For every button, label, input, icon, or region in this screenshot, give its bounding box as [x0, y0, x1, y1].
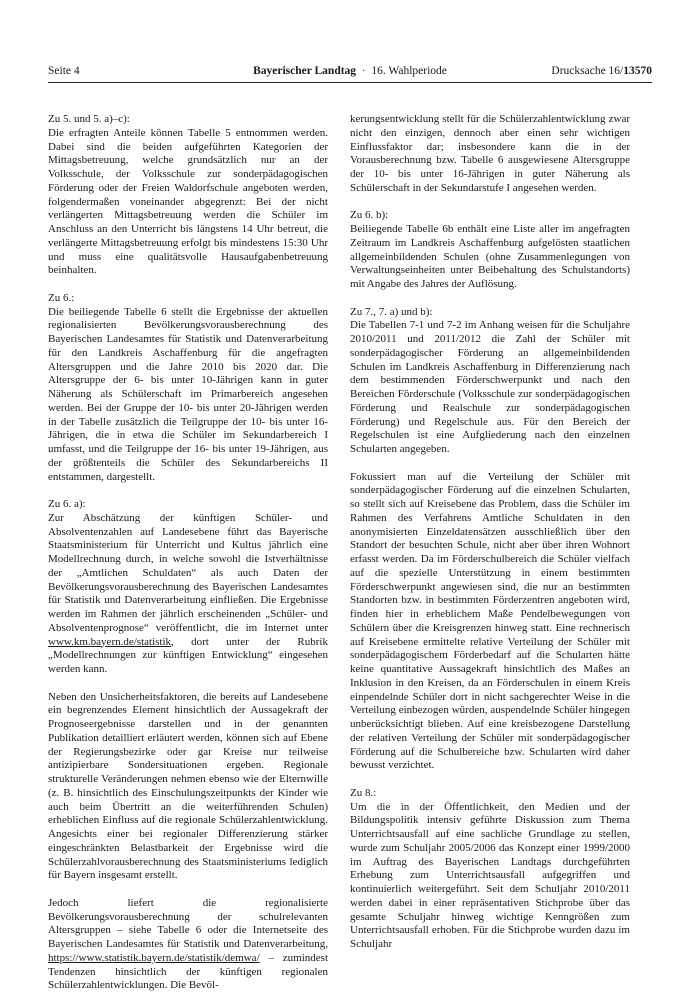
section-8 [350, 787, 630, 952]
section-text: Die beiliegende Tabelle 6 stellt die Ergebnisse der aktuellen regionalisierten Bevölkerungsvorausberechnung des Bayerischen Landesamtes für Statistik und Datenverarbeitung für den Landkreis Aschaffenburg für die angefragten Altersgruppen und die Jahre 2010 bis 2020 dar. Die Altersgruppe der 6- bis unter 10-Jährigen kann in guter Näherung als Schülerschaft im Primarbereich angesehen werden. Bei der Gruppe der 10- bis unter 20-Jährigen werden in der Tabelle zusätzlich die Teilgruppe der 10- bis unter 16-Jährigen, die in etwa die Schüler im Sekundarbereich I umfasst, und die Teilgruppe der 16- bis unter 19-Jährigen, aus der größtenteils die Schüler des Sekundarbereichs II entstammen, dargestellt. [48, 305, 328, 483]
section-heading: Zu 5. und 5. a)–c): [48, 113, 130, 125]
section-text: Die Tabellen 7-1 und 7-2 im Anhang weisen für die Schuljahre 2010/2011 und 2011/2012 die Zahl der Schüler mit sonderpädagogischer Förderung an allgemeinbildenden Schulen im Landkreis Aschaffenburg in Differenzierung nach dem bestimmenden Förderschwerpunkt und nach den Bereichen Förderschule (Volksschule zur sonderpädagogischen Förderung und Realschule zur sonderpädagogischen Förderung) und Regelschule aus. Für den Bereich der Regelschulen ist eine Aufgliederung nach den einzelnen Schularten angegeben. [350, 319, 630, 455]
population-continuation [350, 113, 630, 196]
section-7 [350, 306, 630, 457]
section-heading: Zu 6. b): [350, 209, 389, 222]
section-text: Jedoch liefert die regionalisierte Bevölkerungsvorausberechnung der schulrelevanten Altersgruppen – siehe Tabelle 6 oder die Internetseite des Bayerischen Landesamtes für Statistik und Datenverarbeitung, [48, 896, 328, 950]
section-6a [48, 498, 328, 677]
left-column [48, 113, 328, 1007]
document-number [551, 64, 652, 78]
section-6b [350, 209, 630, 292]
section-text: Die erfragten Anteile können Tabelle 5 entnommen werden. Dabei sind die beiden aufgeführten Kategorien der Mittagsbetreuung, welche grundsätzlich nur an der Volksschule, der Volksschule zur sonderpädagogischen Förderung oder der Freien Waldorfschule angeboten werden, folgendermaßen voneinander abgegrenzt: Bei der nicht verlängerten Mittagsbetreuung werden die Schüler im Anschluss an den Unterricht bis längstens 14 Uhr betreut, die verlängerte Mittagsbetreuung erfolgt bis mindestens 15:30 Uhr und muss eine qualitätsvolle Hausaufgabenbetreuung beinhalten. [48, 126, 328, 277]
section-5 [48, 113, 328, 278]
section-text: , dort unter der Rubrik „Modellrechnungen zur künftigen Entwicklung“ eingesehen werden kann. [48, 635, 328, 675]
parliament-name: Bayerischer Landtag [253, 65, 357, 77]
section-6 [48, 292, 328, 485]
right-column [350, 113, 630, 966]
page-header [48, 64, 652, 80]
inclusion-paragraph [350, 471, 630, 774]
section-text: kerungsentwicklung stellt für die Schülerzahlentwicklung zwar nicht den einzigen, dennoch aber einen sehr wichtigen Einflussfaktor dar; insbesondere kann die in der Vorausberechnung bzw. Tabelle 6 ausgewiesene Altersgruppe der 10- bis unter 16-Jährigen in guter Näherung als Schülerschaft in der Sekundarstufe I angesehen werden. [350, 113, 630, 194]
doc-prefix: Drucksache 16/ [551, 65, 624, 77]
section-text: Fokussiert man auf die Verteilung der Schüler mit sonderpädagogischer Förderung auf die einzelnen Schularten, so stellt sich auf Kreisebene das Problem, dass die Schüler im Rahmen des Verfahrens Amtliche Schuldaten in den anonymisierten Einzeldatensätzen ausschließlich über den Standort der besuchten Schule, nicht aber über ihren Wohnort erfasst werden. Da im Förderschulbereich die Schüler vielfach auf die spezielle Unterstützung in einem bestimmten Förderschwerpunkt angewiesen sind, die nur an bestimmten Standorten bzw. in bestimmten Förderzentren angeboten wird, finden hier in erheblichem Maße Pendelbewegungen von Schülern über die Kreisgrenzen hinweg statt. Eine rechnerisch auf Kreisebene ermittelte relative Verteilung der Schüler mit sonderpädagogischem Förderbedarf auf die Schularten hätte keine quantitative Aussagekraft hinsichtlich des Maßes an Inklusion in den Kreisen, da an Förderschulen in einem Kreis einpendelnde Schüler dort in nicht sachgerechter Weise in die Verteilung einbezogen würden, auspendelnde Schüler hingegen unberücksichtigt blieben. Auf eine kreisbezogene Darstellung der relativen Verteilung der Schüler mit sonderpädagogischer Förderung auf die Schulbereiche bzw. Schularten wird daher bewusst verzichtet. [350, 470, 630, 772]
section-text: Zur Abschätzung der künftigen Schüler- und Absolventenzahlen auf Landesebene führt das Bayerische Staatsministerium für Unterricht und Kultus jährlich eine Modellrechnung durch, in welche sowohl die Istverhältnisse der „Amtlichen Schuldaten“ als auch Daten der Bevölkerungsvorausberechnung des Bayerischen Landesamtes für Statistik und Datenverarbeitung einfließen. Die Ergebnisse werden im Rahmen der jährlich erscheinenden „Schüler- und Absolventenprognose“ veröffentlicht, die im Internet unter [48, 511, 328, 634]
uncertainty-paragraph [48, 691, 328, 884]
doc-number: 13570 [623, 65, 652, 77]
section-heading: Zu 8.: [350, 786, 377, 799]
section-text: Neben den Unsicherheitsfaktoren, die bereits auf Landesebene ein begrenzendes Element hinsichtlich der Aussagekraft der Prognoseergebnisse darstellen und in der genannten Publikation detailliert erläutert werden, können sich auf Ebene der Regierungsbezirke oder gar Kreise nur teilweise antizipierbare Sondersituationen ergeben. Regionale strukturelle Veränderungen nehmen ebenso wie der Elternwille (z. B. hinsichtlich des Einschulungszeitpunkts der Kinder wie auch beim Übertritt an die weiterführenden Schulen) erheblichen Einfluss auf die regionale Schülerzahlentwicklung. Angesichts einer bei regionaler Differenzierung stärker eingeschränkten Belastbarkeit der Ergebnisse wird die Schülerzahlvorausberechnung des Staatsministeriums lediglich für Bayern insgesamt erstellt. [48, 690, 328, 882]
section-heading: Zu 6. a): [48, 498, 86, 510]
regional-paragraph [48, 897, 328, 993]
section-text: Um die in der Öffentlichkeit, den Medien und der Bildungspolitik intensiv geführte Diskussion zum Thema Unterrichtsausfall auf eine sachliche Grundlage zu stellen, wurde zum Schuljahr 2005/2006 das Konzept einer 1999/2000 im Auftrag des Bayerischen Landtags durchgeführten Erhebung zum Unterrichtsausfall aufgegriffen und kontinuierlich weitergeführt. Seit dem Schuljahr 2010/2011 werden dabei in einer repräsentativen Stichprobe über das gesamte Schuljahr hinweg wichtige Kenngrößen zum Unterrichtsausfall erhoben. Für die Stichprobe wurden dazu im Schuljahr [350, 800, 630, 950]
statistik-demwa-link[interactable]: https://www.statistik.bayern.de/statistik/demwa/ [48, 951, 260, 964]
header-separator: · [361, 65, 366, 77]
election-period: 16. Wahlperiode [371, 65, 447, 77]
section-heading: Zu 7., 7. a) und b): [350, 305, 433, 318]
km-statistik-link[interactable]: www.km.bayern.de/statistik [48, 635, 172, 648]
section-text: – zumindest Tendenzen hinsichtlich der künftigen regionalen Schülerzahlentwicklungen. Die Bevöl- [48, 951, 328, 992]
header-rule [48, 82, 652, 83]
section-heading: Zu 6.: [48, 291, 75, 304]
section-text: Beiliegende Tabelle 6b enthält eine Liste aller im angefragten Zeitraum im Landkreis Aschaffenburg aufgelösten staatlichen allgemeinbildenden Schulen (ohne Zusammenlegungen von Verwaltungseinheiten unter Beibehaltung des Schulstandorts) mit Angabe des Jahres der Auflösung. [350, 223, 630, 290]
page-number: Seite 4 [48, 65, 80, 77]
